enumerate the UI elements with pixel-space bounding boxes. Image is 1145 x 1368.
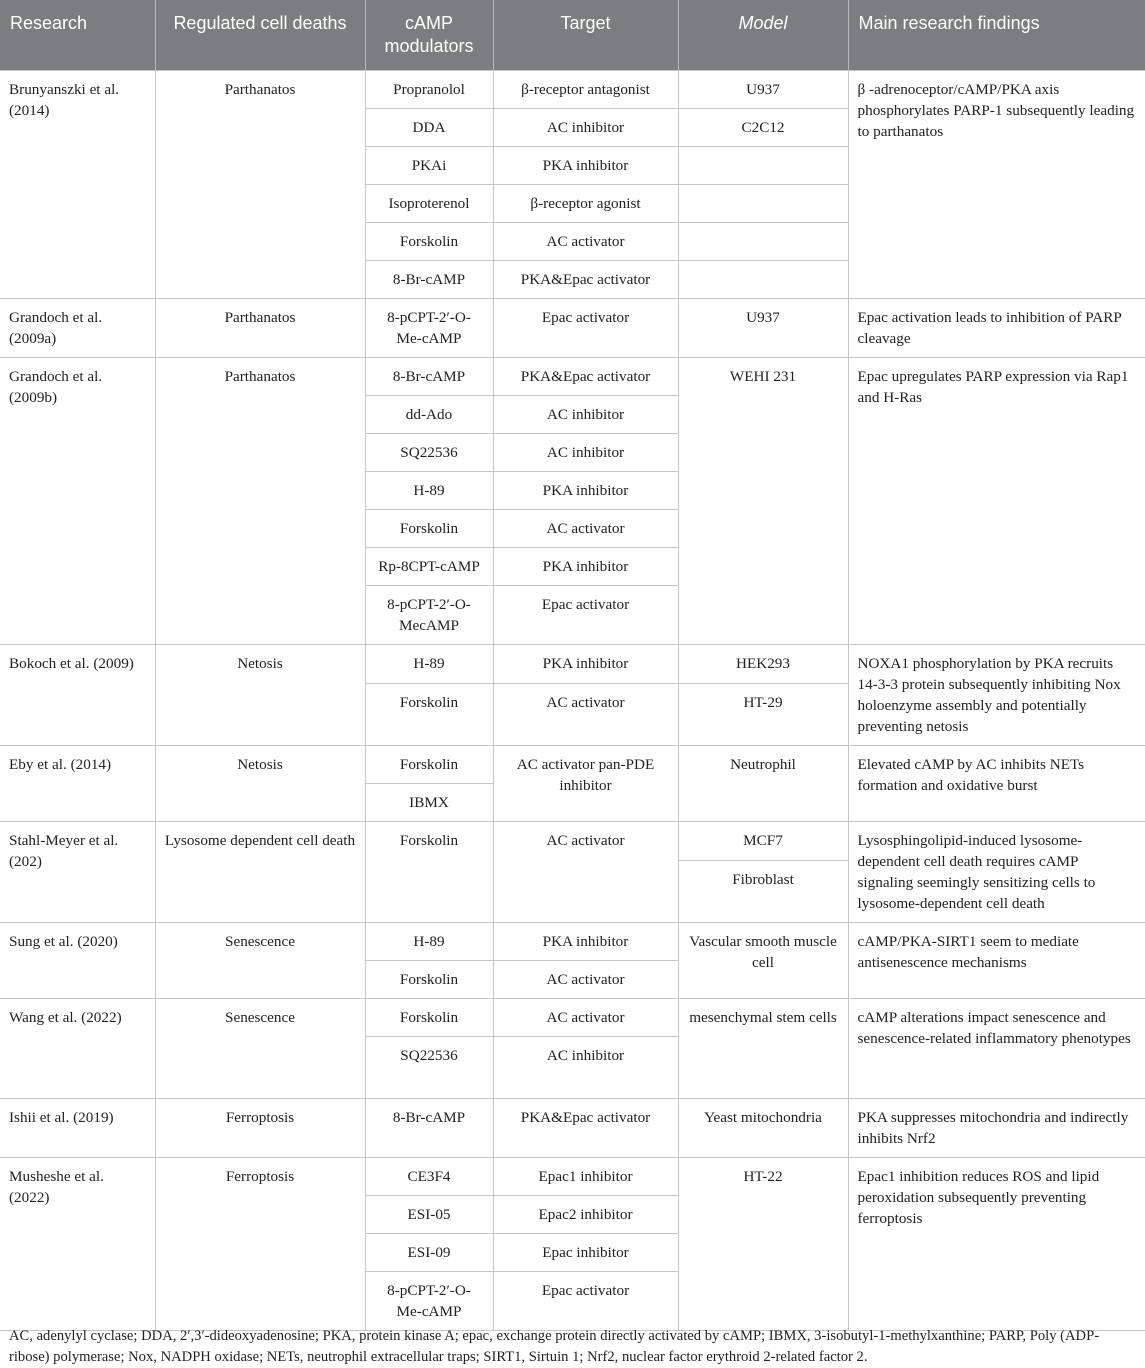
research-cell: Ishii et al. (2019) (0, 1099, 155, 1158)
table-row (0, 822, 1145, 861)
target-cell: PKA inhibitor (493, 923, 678, 961)
model-cell: Neutrophil (678, 746, 848, 822)
finding-cell: cAMP/PKA-SIRT1 seem to mediate antisenescence mechanisms (848, 923, 1145, 999)
target-cell: AC activator pan-PDE inhibitor (493, 746, 678, 822)
modulator-cell: H-89 (365, 923, 493, 961)
modulator-cell: CE3F4 (365, 1158, 493, 1196)
target-cell: β-receptor agonist (493, 185, 678, 223)
table-row (0, 645, 1145, 684)
modulator-cell: H-89 (365, 645, 493, 684)
cell-death-cell: Parthanatos (155, 299, 365, 358)
target-cell: PKA inhibitor (493, 645, 678, 684)
modulator-cell: 8-Br-cAMP (365, 1099, 493, 1158)
modulator-cell: Forskolin (365, 684, 493, 746)
model-cell: HEK293 (678, 645, 848, 684)
target-cell: Epac1 inhibitor (493, 1158, 678, 1196)
modulator-cell: dd-Ado (365, 396, 493, 434)
target-cell: AC activator (493, 684, 678, 746)
research-cell: Sung et al. (2020) (0, 923, 155, 999)
modulator-cell: DDA (365, 109, 493, 147)
target-cell: PKA&Epac activator (493, 1099, 678, 1158)
header-modulators: cAMP modulators (365, 0, 493, 71)
model-cell: Fibroblast (678, 861, 848, 923)
finding-cell: cAMP alterations impact senescence and senescence-related inflammatory phenotypes (848, 999, 1145, 1099)
modulator-cell: Isoproterenol (365, 185, 493, 223)
target-cell: β-receptor antagonist (493, 71, 678, 109)
target-cell: PKA inhibitor (493, 472, 678, 510)
model-cell (678, 147, 848, 185)
target-cell: AC inhibitor (493, 109, 678, 147)
model-cell: Vascular smooth muscle cell (678, 923, 848, 999)
target-cell: Epac activator (493, 299, 678, 358)
cell-death-cell: Senescence (155, 923, 365, 999)
target-cell: Epac activator (493, 586, 678, 645)
table-row (0, 1099, 1145, 1158)
research-cell: Brunyanszki et al. (2014) (0, 71, 155, 299)
modulator-cell: H-89 (365, 472, 493, 510)
target-cell: PKA inhibitor (493, 548, 678, 586)
table-row (0, 358, 1145, 396)
finding-cell: Epac1 inhibition reduces ROS and lipid peroxidation subsequently preventing ferroptosis (848, 1158, 1145, 1331)
table-row (0, 71, 1145, 109)
target-cell: PKA&Epac activator (493, 261, 678, 299)
model-cell: U937 (678, 299, 848, 358)
header-findings: Main research findings (848, 0, 1145, 71)
cell-death-cell: Parthanatos (155, 71, 365, 299)
target-cell: Epac activator (493, 1272, 678, 1331)
target-cell: AC activator (493, 822, 678, 923)
modulator-cell: Rp-8CPT-cAMP (365, 548, 493, 586)
finding-cell: Epac upregulates PARP expression via Rap1 and H-Ras (848, 358, 1145, 645)
finding-cell: PKA suppresses mitochondria and indirectly inhibits Nrf2 (848, 1099, 1145, 1158)
finding-cell: Epac activation leads to inhibition of PARP cleavage (848, 299, 1145, 358)
table-row (0, 1158, 1145, 1196)
table-footnote: AC, adenylyl cyclase; DDA, 2′,3′-dideoxyadenosine; PKA, protein kinase A; epac, exchange protein directly activated by cAMP; IBMX, 3-isobutyl-1-methylxanthine; PARP, Poly (ADP-ribose) polymerase; Nox, NADPH oxidase; NETs, neutrophil extracellular traps; SIRT1, Sirtuin 1; Nrf2, nuclear factor erythroid 2-related factor 2. (9, 1328, 1100, 1365)
target-cell: AC activator (493, 999, 678, 1037)
modulator-cell: PKAi (365, 147, 493, 185)
modulator-cell: Propranolol (365, 71, 493, 109)
modulator-cell: 8-pCPT-2′-O-Me-cAMP (365, 299, 493, 358)
model-cell: mesenchymal stem cells (678, 999, 848, 1099)
finding-cell: Elevated cAMP by AC inhibits NETs formation and oxidative burst (848, 746, 1145, 822)
target-cell: AC activator (493, 223, 678, 261)
cell-death-cell: Netosis (155, 645, 365, 746)
model-cell (678, 261, 848, 299)
model-cell: HT-22 (678, 1158, 848, 1331)
target-cell: AC inhibitor (493, 1037, 678, 1099)
header-model: Model (678, 0, 848, 71)
research-cell: Bokoch et al. (2009) (0, 645, 155, 746)
modulator-cell: 8-Br-cAMP (365, 358, 493, 396)
cell-death-cell: Ferroptosis (155, 1099, 365, 1158)
modulator-cell: 8-pCPT-2′-O-Me-cAMP (365, 1272, 493, 1331)
modulator-cell: SQ22536 (365, 1037, 493, 1099)
modulator-cell: Forskolin (365, 746, 493, 784)
target-cell: AC activator (493, 510, 678, 548)
table-row (0, 923, 1145, 961)
modulator-cell: ESI-09 (365, 1234, 493, 1272)
research-cell: Musheshe et al. (2022) (0, 1158, 155, 1331)
header-research: Research (0, 0, 155, 71)
cell-death-cell: Ferroptosis (155, 1158, 365, 1331)
model-cell (678, 185, 848, 223)
model-cell: Yeast mitochondria (678, 1099, 848, 1158)
target-cell: AC inhibitor (493, 434, 678, 472)
modulator-cell: Forskolin (365, 961, 493, 999)
modulator-cell: SQ22536 (365, 434, 493, 472)
research-cell: Wang et al. (2022) (0, 999, 155, 1099)
modulator-cell: Forskolin (365, 822, 493, 923)
table-row (0, 299, 1145, 358)
research-cell: Stahl-Meyer et al. (202) (0, 822, 155, 923)
table-row (0, 746, 1145, 784)
finding-cell: β -adrenoceptor/cAMP/PKA axis phosphorylates PARP-1 subsequently leading to parthanatos (848, 71, 1145, 299)
model-cell: WEHI 231 (678, 358, 848, 645)
modulator-cell: 8-Br-cAMP (365, 261, 493, 299)
header-target: Target (493, 0, 678, 71)
cell-death-cell: Lysosome dependent cell death (155, 822, 365, 923)
cell-death-cell: Netosis (155, 746, 365, 822)
target-cell: AC inhibitor (493, 396, 678, 434)
model-cell (678, 223, 848, 261)
finding-cell: Lysosphingolipid-induced lysosome-dependent cell death requires cAMP signaling seemingly sensitizing cells to lysosome-dependent cell death (848, 822, 1145, 923)
modulator-cell: Forskolin (365, 999, 493, 1037)
cell-death-cell: Parthanatos (155, 358, 365, 645)
model-cell: MCF7 (678, 822, 848, 861)
model-cell: C2C12 (678, 109, 848, 147)
header-cell-deaths: Regulated cell deaths (155, 0, 365, 71)
table-row (0, 999, 1145, 1037)
target-cell: PKA inhibitor (493, 147, 678, 185)
finding-cell: NOXA1 phosphorylation by PKA recruits 14-3-3 protein subsequently inhibiting Nox holoenzyme assembly and potentially preventing netosis (848, 645, 1145, 746)
target-cell: Epac inhibitor (493, 1234, 678, 1272)
research-cell: Grandoch et al. (2009b) (0, 358, 155, 645)
table-header-row (0, 0, 1145, 71)
modulator-cell: Forskolin (365, 223, 493, 261)
modulator-cell: 8-pCPT-2′-O-MecAMP (365, 586, 493, 645)
modulator-cell: Forskolin (365, 510, 493, 548)
target-cell: AC activator (493, 961, 678, 999)
target-cell: Epac2 inhibitor (493, 1196, 678, 1234)
modulator-cell: ESI-05 (365, 1196, 493, 1234)
model-cell: HT-29 (678, 684, 848, 746)
research-cell: Grandoch et al. (2009a) (0, 299, 155, 358)
modulator-cell: IBMX (365, 784, 493, 822)
target-cell: PKA&Epac activator (493, 358, 678, 396)
cell-death-cell: Senescence (155, 999, 365, 1099)
research-cell: Eby et al. (2014) (0, 746, 155, 822)
model-cell: U937 (678, 71, 848, 109)
